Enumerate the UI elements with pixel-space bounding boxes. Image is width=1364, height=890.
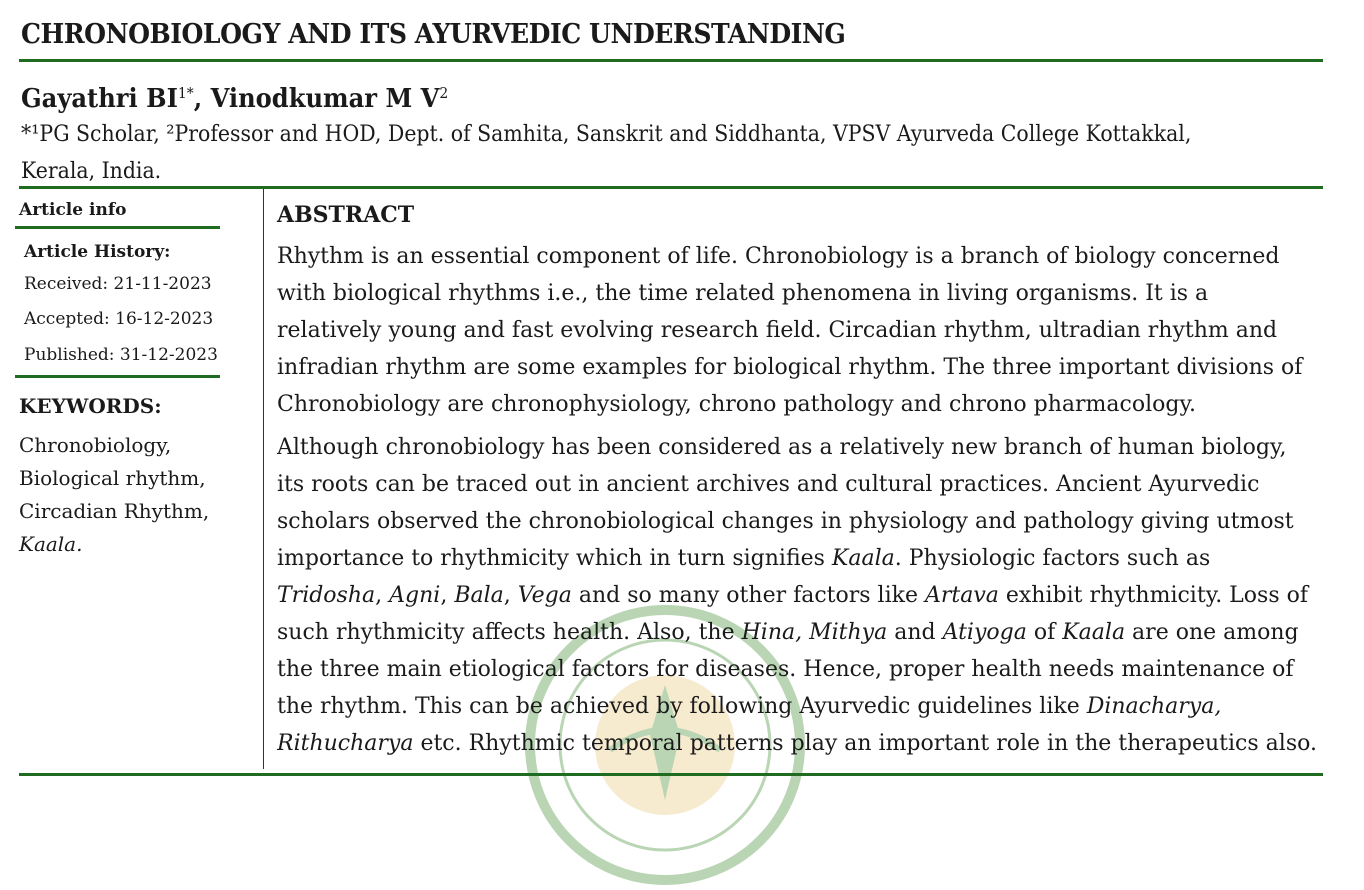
text-run: importance to rhythmicity which in turn signifies bbox=[277, 546, 832, 571]
text-run: . Physiologic factors such as bbox=[894, 546, 1211, 571]
abstract-p2-line: Although chronobiology has been considered as a relatively new branch of human biology, bbox=[277, 435, 1287, 460]
text-run: and so many other factors like bbox=[571, 583, 925, 608]
keyword-item: Biological rhythm, bbox=[19, 466, 206, 490]
author-separator: , bbox=[193, 84, 211, 114]
keyword-item: Circadian Rhythm, bbox=[19, 499, 210, 523]
italic-term: Agni bbox=[389, 583, 441, 608]
abstract-p2-line bbox=[277, 725, 1319, 762]
italic-term: Vega bbox=[517, 583, 572, 608]
text-run: and bbox=[887, 620, 943, 645]
abstract-p2-line: the three main etiological factors for diseases. Hence, proper health needs maintenance of bbox=[277, 657, 1294, 682]
keyword-item: Kaala. bbox=[19, 532, 83, 556]
author-1-superscript: 1* bbox=[177, 84, 194, 102]
author-2-superscript: 2 bbox=[439, 84, 449, 102]
abstract-p1-line: infradian rhythm are some examples for biological rhythm. The three important divisions of bbox=[277, 355, 1303, 380]
history-rule bbox=[15, 375, 220, 378]
italic-term: Tridosha bbox=[277, 583, 376, 608]
abstract-heading: ABSTRACT bbox=[277, 202, 415, 228]
header-rule bbox=[19, 186, 1323, 189]
italic-term: Kaala bbox=[831, 546, 895, 571]
article-info-heading: Article info bbox=[19, 200, 127, 220]
italic-term: Dinacharya, bbox=[1086, 694, 1222, 719]
abstract-p1-line: Chronobiology are chronophysiology, chrono pathology and chrono pharmacology. bbox=[277, 392, 1196, 417]
text-run: are one among bbox=[1125, 620, 1299, 645]
abstract-body bbox=[277, 238, 1319, 762]
abstract-p2-line bbox=[277, 540, 1319, 577]
title-rule bbox=[19, 59, 1323, 62]
author-1-name: Gayathri BI bbox=[21, 84, 178, 114]
text-run: , bbox=[503, 583, 518, 608]
affiliation-line-1: *¹PG Scholar, ²Professor and HOD, Dept. of Samhita, Sanskrit and Siddhanta, VPSV Ayurveda College Kottakkal, bbox=[21, 122, 1192, 147]
author-line bbox=[21, 74, 448, 118]
keywords-heading: KEYWORDS: bbox=[19, 394, 162, 418]
abstract-p2-line: scholars observed the chronobiological changes in physiology and pathology giving utmost bbox=[277, 509, 1294, 534]
abstract-p2-line: its roots can be traced out in ancient archives and cultural practices. Ancient Ayurvedic bbox=[277, 472, 1260, 497]
text-run: exhibit rhythmicity. Loss of bbox=[998, 583, 1308, 608]
italic-term: Hina, Mithya bbox=[741, 620, 888, 645]
text-run: such rhythmicity affects health. Also, the bbox=[277, 620, 742, 645]
received-date: Received: 21-11-2023 bbox=[24, 274, 212, 294]
keyword-item: Chronobiology, bbox=[19, 433, 172, 457]
abstract-p1-line: with biological rhythms i.e., the time related phenomena in living organisms. It is a bbox=[277, 281, 1209, 306]
text-run: , bbox=[375, 583, 390, 608]
abstract-p2-line bbox=[277, 614, 1319, 651]
column-divider bbox=[263, 189, 264, 769]
published-date: Published: 31-12-2023 bbox=[24, 345, 218, 365]
text-run: , bbox=[440, 583, 455, 608]
abstract-p2-line bbox=[277, 577, 1319, 614]
paper-title: CHRONOBIOLOGY AND ITS AYURVEDIC UNDERSTANDING bbox=[21, 19, 846, 50]
text-run: of bbox=[1026, 620, 1063, 645]
affiliation bbox=[21, 116, 1249, 190]
italic-term: Bala bbox=[454, 583, 504, 608]
article-info-rule bbox=[15, 226, 220, 229]
author-2-name: Vinodkumar M V bbox=[210, 84, 440, 114]
italic-term: Atiyoga bbox=[942, 620, 1027, 645]
accepted-date: Accepted: 16-12-2023 bbox=[24, 309, 214, 329]
keywords-list bbox=[19, 429, 254, 561]
article-history-heading: Article History: bbox=[24, 242, 171, 262]
abstract-p1-line: Rhythm is an essential component of life. Chronobiology is a branch of biology concerned bbox=[277, 244, 1280, 269]
italic-term: Artava bbox=[924, 583, 999, 608]
footer-rule bbox=[19, 773, 1323, 776]
text-run: the rhythm. This can be achieved by following Ayurvedic guidelines like bbox=[277, 694, 1087, 719]
italic-term: Kaala bbox=[1062, 620, 1126, 645]
abstract-p1-line: relatively young and fast evolving research field. Circadian rhythm, ultradian rhythm and bbox=[277, 318, 1278, 343]
italic-term: Rithucharya bbox=[277, 731, 414, 756]
abstract-p2-line bbox=[277, 688, 1319, 725]
affiliation-line-2: Kerala, India. bbox=[21, 159, 162, 184]
text-run: etc. Rhythmic temporal patterns play an important role in the therapeutics also. bbox=[413, 731, 1317, 756]
